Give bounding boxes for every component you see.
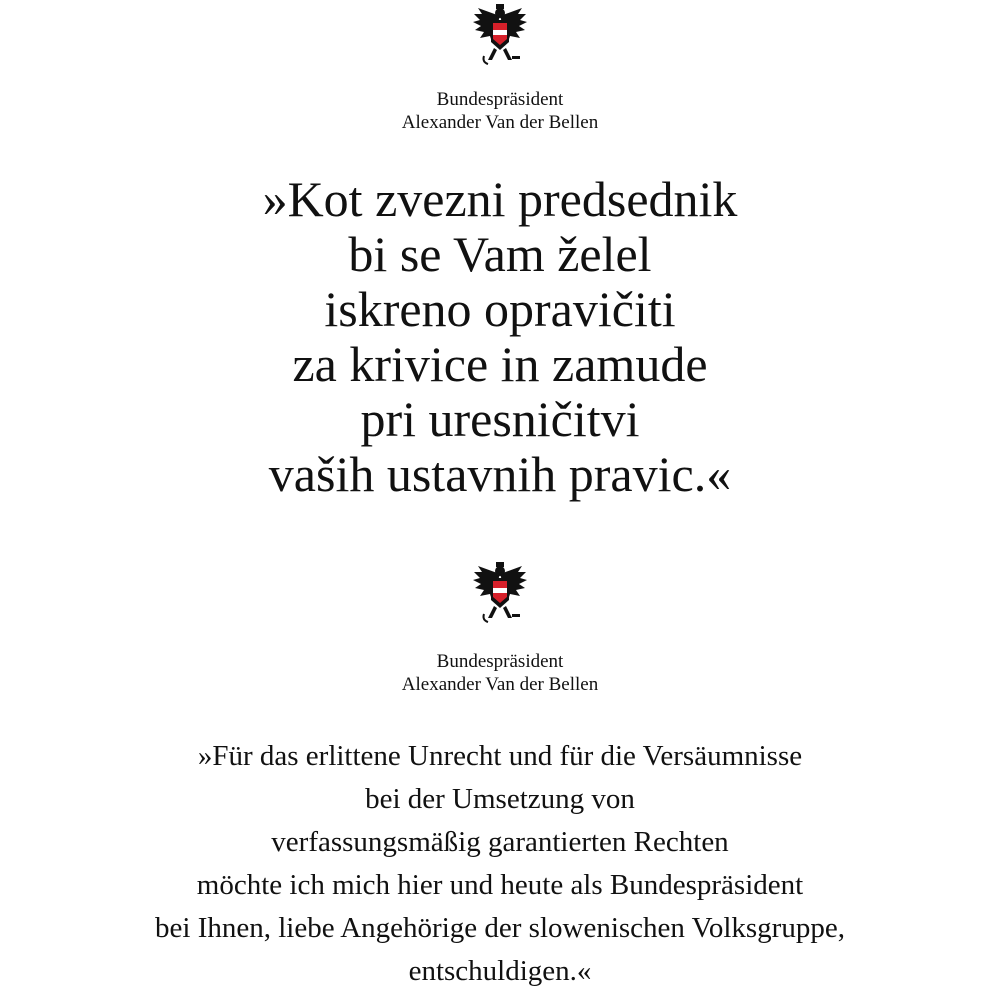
quote-german xyxy=(0,735,1000,993)
quote-line: bi se Vam želel xyxy=(348,226,652,282)
austrian-eagle-icon xyxy=(470,2,530,66)
quote-line: za krivice in zamude xyxy=(292,336,708,392)
quote-line: iskreno opravičiti xyxy=(324,281,676,337)
signature-title: Bundespräsident xyxy=(436,89,564,110)
quote-line: verfassungsmäßig garantierten Rechten xyxy=(271,826,729,858)
quote-line: möchte ich mich hier und heute als Bundespräsident xyxy=(196,869,804,901)
signature-block-bottom xyxy=(0,650,1000,696)
quote-line: bei Ihnen, liebe Angehörige der slowenischen Volksgruppe, xyxy=(155,912,845,944)
quote-slovenian xyxy=(0,172,1000,502)
quote-line: pri uresničitvi xyxy=(360,391,640,447)
quote-line: entschuldigen.« xyxy=(408,955,592,987)
signature-name: Alexander Van der Bellen xyxy=(401,674,599,695)
signature-block-top xyxy=(0,88,1000,134)
quote-line: »Kot zvezni predsednik xyxy=(262,171,738,227)
quote-line: vaših ustavnih pravic.« xyxy=(268,446,732,502)
austrian-eagle-icon xyxy=(470,560,530,624)
quote-line: »Für das erlittene Unrecht und für die Versäumnisse xyxy=(197,740,803,772)
signature-title: Bundespräsident xyxy=(436,651,564,672)
signature-name: Alexander Van der Bellen xyxy=(401,112,599,133)
quote-line: bei der Umsetzung von xyxy=(365,783,635,815)
